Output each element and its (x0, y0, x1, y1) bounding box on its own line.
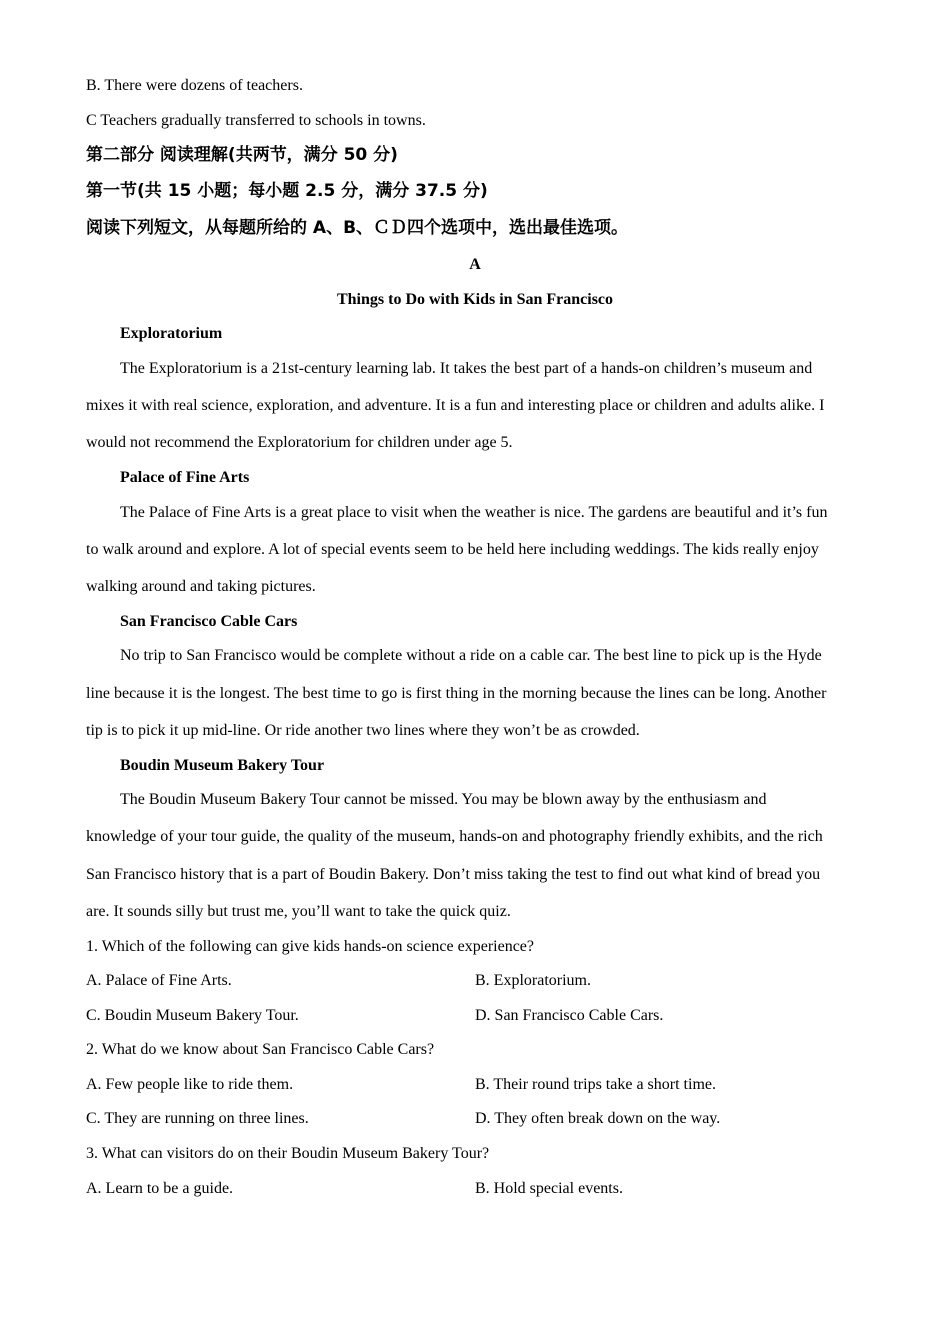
instruction: 阅读下列短文，从每题所给的 A、B、ＣＤ四个选项中，选出最佳选项。 (86, 218, 629, 238)
paragraph-line: The Palace of Fine Arts is a great place to visit when the weather is nice. The gardens are beautiful and it’s fun (120, 504, 828, 521)
paragraph-line: knowledge of your tour guide, the quality of the museum, hands-on and photography friendly exhibits, and the rich (86, 828, 823, 845)
section-heading: Exploratorium (120, 325, 223, 342)
paragraph-line: walking around and taking pictures. (86, 578, 316, 595)
paragraph-line: line because it is the longest. The best time to go is first thing in the morning because the lines can be long. Another (86, 685, 827, 702)
paragraph-line: San Francisco history that is a part of Boudin Bakery. Don’t miss taking the test to find out what kind of bread you (86, 866, 821, 883)
paragraph-line: to walk around and explore. A lot of special events seem to be held here including weddings. The kids really enjoy (86, 541, 819, 558)
subsection-title: 第一节(共 15 小题；每小题 2.5 分，满分 37.5 分) (86, 181, 488, 201)
prev-option-c: C Teachers gradually transferred to schools in towns. (86, 112, 426, 129)
paragraph-line: No trip to San Francisco would be complete without a ride on a cable car. The best line to pick up is the Hyde (120, 647, 822, 664)
section-heading: Boudin Museum Bakery Tour (120, 757, 325, 774)
question-stem: 2. What do we know about San Francisco Cable Cars? (86, 1041, 435, 1058)
section-heading: Palace of Fine Arts (120, 469, 250, 486)
paragraph-line: The Exploratorium is a 21st-century learning lab. It takes the best part of a hands-on children’s museum and (120, 360, 813, 377)
paragraph-line: are. It sounds silly but trust me, you’ll want to take the quick quiz. (86, 903, 511, 920)
answer-option: A. Palace of Fine Arts. (86, 972, 232, 989)
answer-option: D. They often break down on the way. (475, 1110, 721, 1127)
passage-title: Things to Do with Kids in San Francisco (336, 291, 614, 308)
passage-letter: A (469, 256, 481, 273)
paragraph-line: mixes it with real science, exploration, and adventure. It is a fun and interesting place or children and adults alike. I (86, 397, 825, 414)
paragraph-line: would not recommend the Exploratorium for children under age 5. (86, 434, 513, 451)
answer-option: A. Learn to be a guide. (86, 1180, 234, 1197)
paragraph-line: The Boudin Museum Bakery Tour cannot be missed. You may be blown away by the enthusiasm and (120, 791, 767, 808)
answer-option: C. They are running on three lines. (86, 1110, 309, 1127)
section-heading: San Francisco Cable Cars (120, 613, 298, 630)
answer-option: D. San Francisco Cable Cars. (475, 1007, 664, 1024)
question-stem: 1. Which of the following can give kids hands-on science experience? (86, 938, 534, 955)
answer-option: A. Few people like to ride them. (86, 1076, 294, 1093)
part-title: 第二部分 阅读理解(共两节，满分 50 分) (86, 145, 398, 165)
paragraph-line: tip is to pick it up mid-line. Or ride another two lines where they won’t be as crowded. (86, 722, 640, 739)
answer-option: B. Exploratorium. (475, 972, 591, 989)
prev-option-b: B. There were dozens of teachers. (86, 77, 303, 94)
answer-option: B. Hold special events. (475, 1180, 623, 1197)
answer-option: C. Boudin Museum Bakery Tour. (86, 1007, 299, 1024)
question-stem: 3. What can visitors do on their Boudin Museum Bakery Tour? (86, 1145, 490, 1162)
answer-option: B. Their round trips take a short time. (475, 1076, 716, 1093)
